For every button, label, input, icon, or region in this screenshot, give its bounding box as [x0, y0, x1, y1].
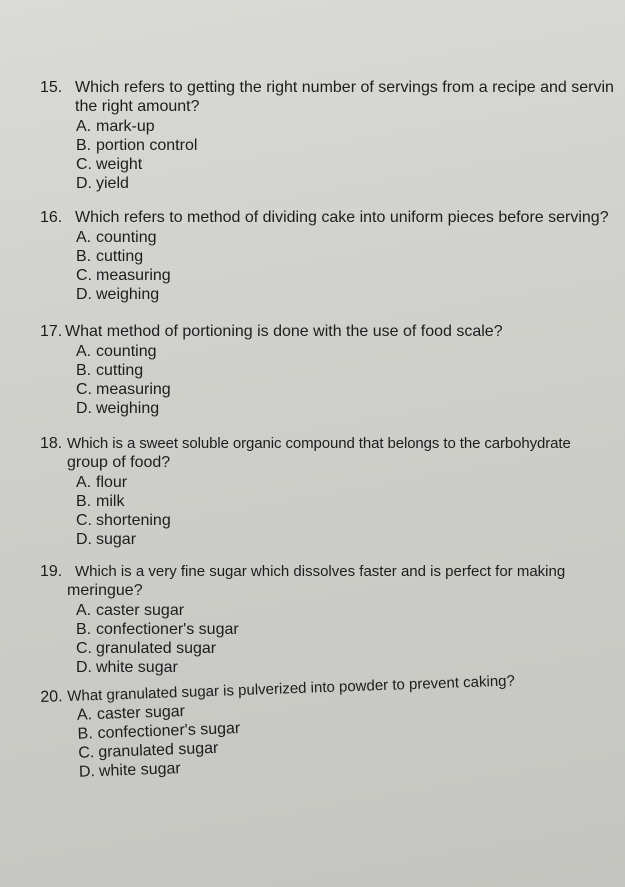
option-text: yield	[96, 175, 129, 192]
option-text: cutting	[96, 248, 144, 265]
option-a	[76, 228, 625, 247]
option-letter: C.	[78, 744, 95, 762]
options-list	[40, 228, 625, 304]
question-number: 15.	[40, 79, 63, 96]
question-number: 20.	[40, 688, 63, 706]
option-letter: D.	[78, 763, 96, 781]
option-letter: A.	[76, 602, 92, 619]
option-b	[76, 620, 625, 639]
option-text: granulated sugar	[96, 640, 217, 657]
option-letter: A.	[76, 706, 93, 724]
question-text-continued: the right amount?	[75, 98, 200, 115]
option-d	[76, 399, 625, 418]
option-letter: D.	[76, 286, 92, 303]
question-18	[40, 434, 625, 549]
option-text: portion control	[96, 137, 198, 154]
option-text: granulated sugar	[97, 739, 219, 761]
option-letter: B.	[76, 248, 92, 265]
question-16	[40, 208, 625, 304]
question-text: What method of portioning is done with the use of food scale?	[65, 323, 503, 340]
options-list	[40, 601, 625, 677]
option-text: flour	[96, 474, 128, 491]
option-letter: B.	[76, 362, 92, 379]
question-text: Which refers to method of dividing cake into uniform pieces before serving?	[75, 209, 609, 226]
option-text: sugar	[96, 531, 137, 548]
question-number: 17.	[40, 323, 63, 340]
question-stem	[40, 208, 625, 227]
option-letter: C.	[76, 381, 92, 398]
question-number: 19.	[40, 563, 63, 580]
option-b	[76, 136, 625, 155]
question-stem	[40, 322, 625, 341]
option-text: weighing	[96, 286, 160, 303]
option-text: measuring	[96, 381, 171, 398]
option-text: white sugar	[96, 659, 178, 676]
option-letter: A.	[76, 118, 92, 135]
question-20	[40, 668, 625, 783]
option-letter: B.	[77, 725, 94, 743]
option-letter: D.	[76, 659, 92, 676]
option-letter: C.	[76, 156, 92, 173]
option-d	[76, 530, 625, 549]
question-text: Which refers to getting the right number of servings from a recipe and servin	[75, 79, 614, 96]
question-text: Which is a very fine sugar which dissolves faster and is perfect for making	[75, 563, 566, 580]
option-text: measuring	[96, 267, 171, 284]
option-letter: B.	[76, 621, 92, 638]
question-number: 16.	[40, 209, 63, 226]
option-letter: D.	[76, 400, 92, 417]
option-d	[76, 285, 625, 304]
options-list	[40, 117, 625, 193]
option-letter: A.	[76, 343, 92, 360]
option-text: weighing	[96, 400, 160, 417]
option-text: caster sugar	[96, 702, 186, 724]
question-number: 18.	[40, 435, 63, 452]
question-text: Which is a sweet soluble organic compound that belongs to the carbohydrate	[67, 435, 571, 452]
option-text: counting	[96, 229, 157, 246]
option-text: white sugar	[98, 760, 182, 780]
question-17	[40, 322, 625, 418]
option-letter: C.	[76, 512, 92, 529]
option-text: weight	[96, 156, 143, 173]
option-a	[76, 473, 625, 492]
options-list	[40, 473, 625, 549]
option-b	[76, 492, 625, 511]
option-c	[76, 639, 625, 658]
option-text: milk	[96, 493, 125, 510]
option-text: counting	[96, 343, 157, 360]
option-letter: A.	[76, 474, 92, 491]
option-letter: B.	[76, 137, 92, 154]
option-a	[76, 342, 625, 361]
option-letter: D.	[76, 175, 92, 192]
question-stem	[40, 434, 625, 453]
question-text: What granulated sugar is pulverized into powder to prevent caking?	[67, 672, 516, 706]
option-b	[76, 361, 625, 380]
option-text: mark-up	[96, 118, 155, 135]
option-c	[76, 155, 625, 174]
option-letter: A.	[76, 229, 92, 246]
option-text: cutting	[96, 362, 144, 379]
options-list	[40, 342, 625, 418]
option-a	[76, 117, 625, 136]
question-stem	[40, 78, 625, 97]
option-text: confectioner's sugar	[96, 621, 239, 638]
option-b	[76, 247, 625, 266]
option-d	[76, 174, 625, 193]
option-c	[76, 380, 625, 399]
question-stem	[40, 562, 625, 581]
option-letter: C.	[76, 640, 92, 657]
option-c	[76, 511, 625, 530]
option-text: shortening	[96, 512, 171, 529]
question-text-continued: group of food?	[67, 454, 171, 471]
option-text: caster sugar	[96, 602, 185, 619]
option-letter: D.	[76, 531, 92, 548]
question-15	[40, 78, 625, 193]
option-c	[76, 266, 625, 285]
question-19	[40, 562, 625, 677]
option-letter: B.	[76, 493, 92, 510]
option-text: confectioner's sugar	[97, 720, 241, 743]
option-a	[76, 601, 625, 620]
option-letter: C.	[76, 267, 92, 284]
question-text-continued: meringue?	[67, 582, 143, 599]
